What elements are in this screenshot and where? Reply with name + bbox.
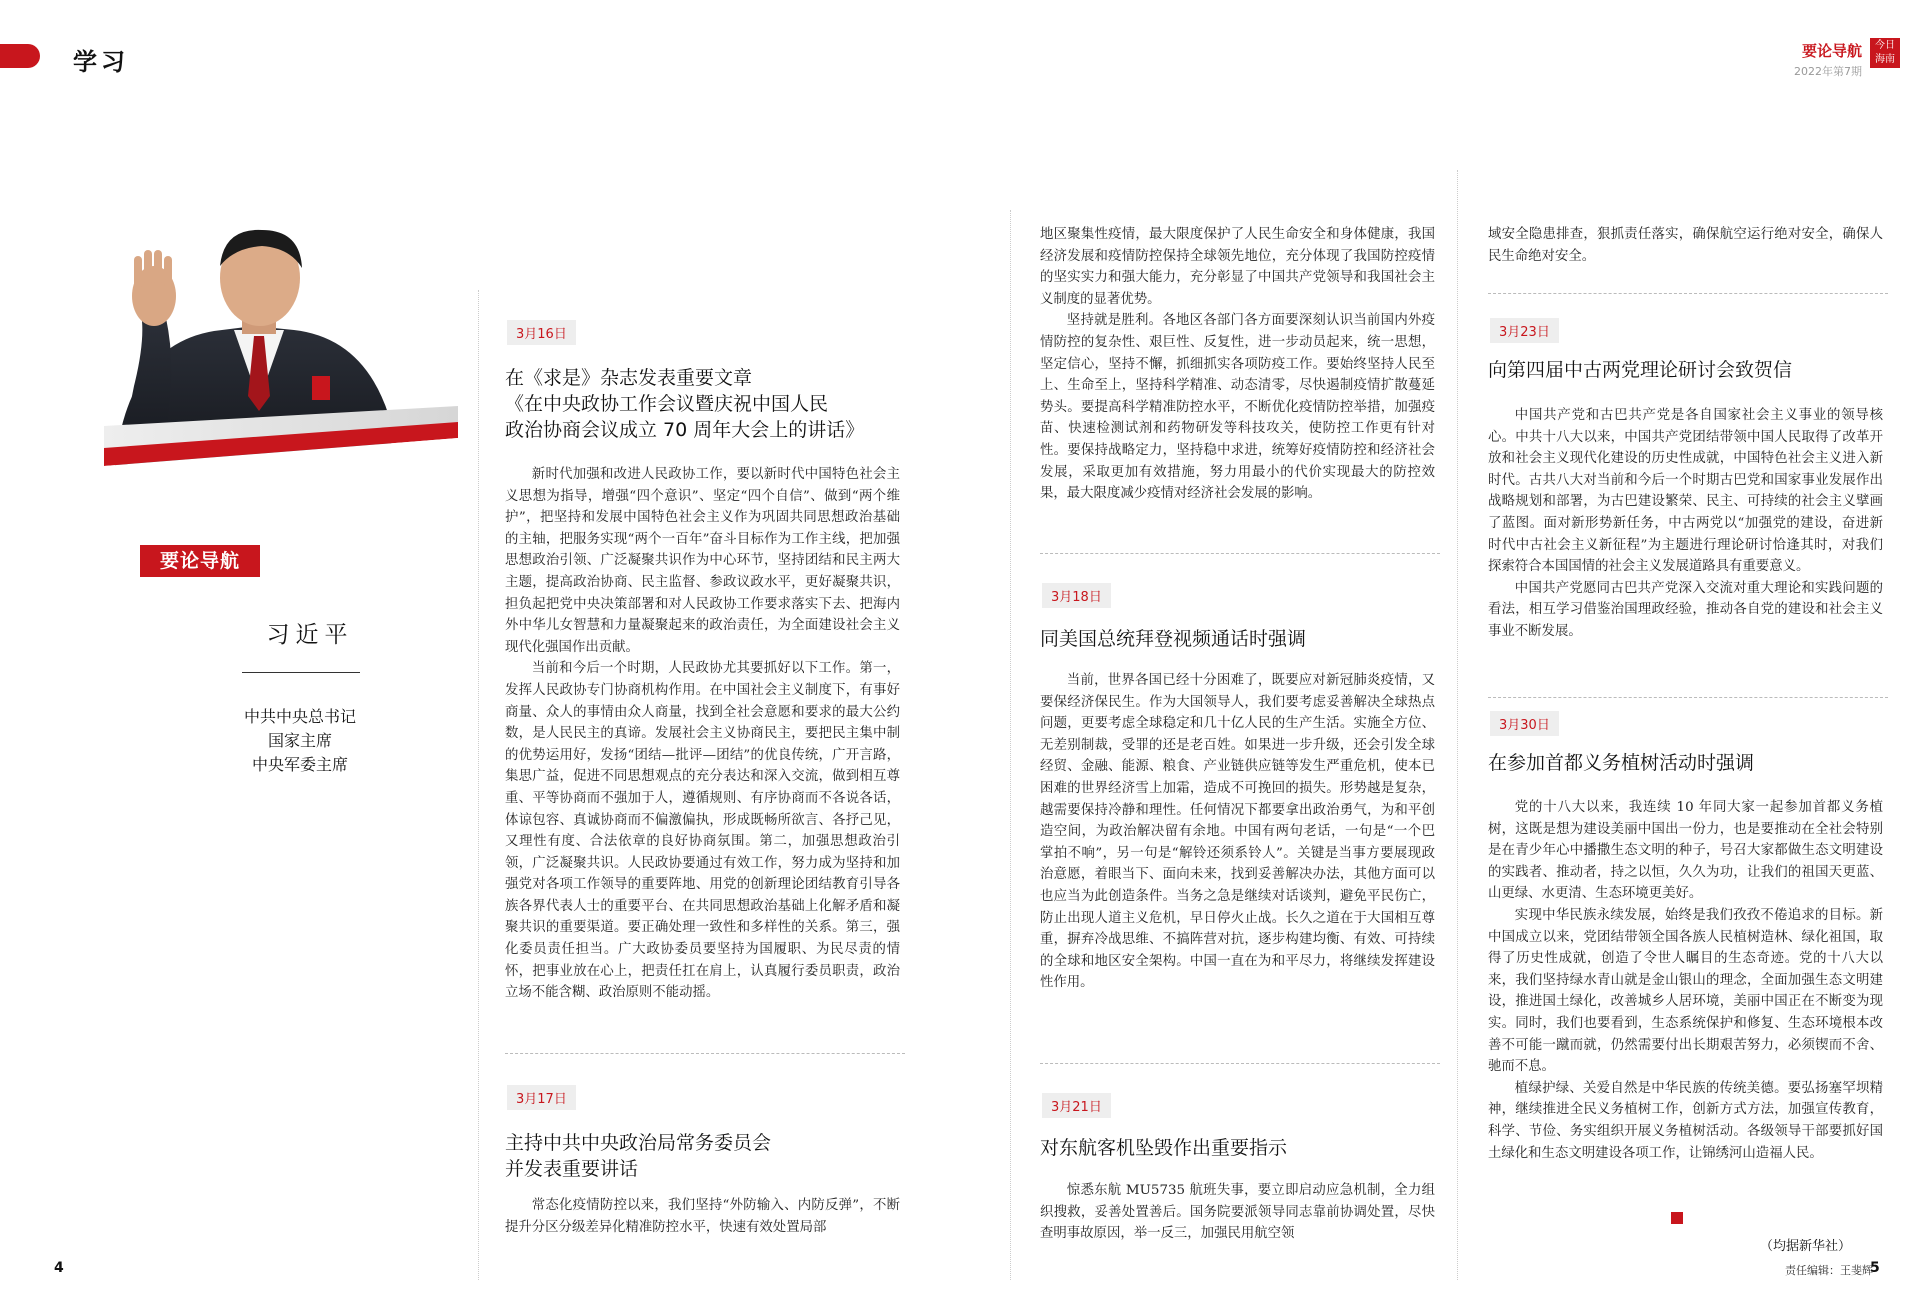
headline-line: 并发表重要讲话 (505, 1158, 639, 1180)
headline-line: 对东航客机坠毁作出重要指示 (1040, 1137, 1288, 1159)
body-paragraph: 中国共产党和古巴共产党是各自国家社会主义事业的领导核心。中共十八大以来，中国共产党团结带领中国人民取得了改革开放和社会主义现代化建设的历史性成就，中国特色社会主义进入新时代。古共八大对当前和今后一个时期古巴党和国家事业发展作出战略规划和部署，为古巴建设繁荣、民主、可持续的社会主义擘画了蓝图。面对新形势新任务，中古两党以“加强党的建设，奋进新时代中古社会主义新征程”为主题进行理论研讨恰逢其时，对我们探索符合本国国情的社会主义发展道路具有重要意义。 (1488, 408, 1883, 575)
article-date: 3月16日 (507, 320, 576, 345)
headline-line: 在《求是》杂志发表重要文章 (505, 367, 753, 389)
article-separator (1488, 697, 1888, 698)
article-separator (1040, 1063, 1440, 1064)
column-banner: 要论导航 (140, 545, 260, 577)
headline-line: 向第四届中古两党理论研讨会致贺信 (1488, 359, 1793, 381)
page-number-right: 5 (1870, 1260, 1880, 1276)
headline-line: 《在中央政协工作会议暨庆祝中国人民 (505, 393, 829, 415)
article-separator (1488, 293, 1888, 294)
article-headline (1488, 750, 1888, 776)
article-date: 3月23日 (1490, 318, 1559, 343)
article-separator (505, 1053, 905, 1054)
article-body (505, 464, 900, 1024)
article-separator (1040, 553, 1440, 554)
body-paragraph: 植绿护绿、关爱自然是中华民族的传统美德。要弘扬塞罕坝精神，继续推进全民义务植树工作，创新方式方法，加强宣传教育，科学、节俭、务实组织开展义务植树活动。各级领导干部要抓好国土绿化和生态文明建设各项工作，让锦绣河山造福人民。 (1488, 1080, 1883, 1161)
article-body-continued (1040, 224, 1435, 529)
headline-line: 在参加首都义务植树活动时强调 (1488, 752, 1755, 774)
body-paragraph: 党的十八大以来，我连续 10 年同大家一起参加首都义务植树，这既是想为建设美丽中国出一份力，也是要推动在全社会特别是在青少年心中播撒生态文明的种子，号召大家都做生态文明建设的实践者、推动者，持之以恒，久久为功，让我们的祖国天更蓝、山更绿、水更清、生态环境更美好。 (1488, 800, 1883, 902)
headline-line: 政治协商会议成立 70 周年大会上的讲话》 (505, 419, 865, 441)
article-headline (505, 365, 905, 443)
body-paragraph: 惊悉东航 MU5735 航班失事，要立即启动应急机制，全力组织搜救，妥善处置善后。国务院要派领导同志靠前协调处置，尽快查明事故原因，举一反三，加强民用航空领 (1040, 1183, 1435, 1242)
article-body (1488, 797, 1883, 1227)
logo-seal: 今日 海南 (1870, 38, 1900, 68)
article-headline (1488, 357, 1888, 383)
body-paragraph: 当前，世界各国已经十分困难了，既要应对新冠肺炎疫情，又要保经济保民生。作为大国领导人，我们要考虑妥善解决全球热点问题，更要考虑全球稳定和几十亿人民的生产生活。实施全方位、无差别制裁，受罪的还是老百姓。如果进一步升级，还会引发全球经贸、金融、能源、粮食、产业链供应链等发生严重危机，使本已困难的世界经济雪上加霜，造成不可挽回的损失。形势越是复杂，越需要保持冷静和理性。任何情况下都要拿出政治勇气，为和平创造空间，为政治解决留有余地。中国有两句老话，一句是“一个巴掌拍不响”，另一句是“解铃还须系铃人”。关键是当事方要展现政治意愿，着眼当下、面向未来，找到妥善解决办法，其他方面可以也应当为此创造条件。当务之急是继续对话谈判，避免平民伤亡，防止出现人道主义危机，早日停火止战。长久之道在于大国相互尊重，摒弃冷战思维、不搞阵营对抗，逐步构建均衡、有效、可持续的全球和地区安全架构。中国一直在为和平尽力，将继续发挥建设性作用。 (1040, 673, 1435, 991)
article-end-mark-icon (1671, 1212, 1683, 1224)
body-paragraph: 中国共产党愿同古巴共产党深入交流对重大理论和实践问题的看法，相互学习借鉴治国理政经验，推动各自党的建设和社会主义事业不断发展。 (1488, 580, 1883, 639)
body-paragraph: 新时代加强和改进人民政协工作，要以新时代中国特色社会主义思想为指导，增强“四个意识”、坚定“四个自信”、做到“两个维护”，把坚持和发展中国特色社会主义作为巩固共同思想政治基础的主轴，把服务实现“两个一百年”奋斗目标作为工作主线，把加强思想政治引领、广泛凝聚共识作为中心环节，坚持团结和民主两大主题，提高政治协商、民主监督、参政议政水平，更好凝聚共识，担负起把党中央决策部署和对人民政协工作要求落实下去、把海内外中华儿女智慧和力量凝聚起来的政治责任，为全面建设社会主义现代化强国作出贡献。 (505, 467, 900, 655)
article-headline (1040, 1135, 1440, 1161)
author-divider (242, 672, 360, 673)
article-body (1040, 670, 1435, 1042)
logo-issue: 2022年第7期 (1794, 65, 1862, 78)
article-body-continued (1488, 224, 1883, 268)
author-title-2: 国家主席 (267, 731, 332, 750)
body-paragraph: 常态化疫情防控以来，我们坚持“外防输入、内防反弹”，不断提升分区分级差异化精准防控水平，快速有效处置局部 (505, 1198, 900, 1235)
column-divider (1010, 210, 1011, 1280)
article-date: 3月18日 (1042, 583, 1111, 608)
headline-line: 主持中共中央政治局常务委员会 (505, 1132, 772, 1154)
author-title-1: 中共中央总书记 (243, 707, 356, 726)
body-paragraph: 当前和今后一个时期，人民政协尤其要抓好以下工作。第一，发挥人民政协专门协商机构作用。在中国社会主义制度下，有事好商量、众人的事情由众人商量，找到全社会意愿和要求的最大公约数，是人民民主的真谛。发展社会主义协商民主，要把民主集中制的优势运用好，发扬“团结—批评—团结”的优良传统，广开言路，集思广益，促进不同思想观点的充分表达和深入交流，做到相互尊重、平等协商而不强加于人，遵循规则、有序协商而不各说各话，体谅包容、真诚协商而不偏激偏执，形成既畅所欲言、各抒己见，又理性有度、合法依章的良好协商氛围。第二，加强思想政治引领，广泛凝聚共识。人民政协要通过有效工作，努力成为坚持和加强党对各项工作领导的重要阵地、用党的创新理论团结教育引导各族各界代表人士的重要平台、在共同思想政治基础上化解矛盾和凝聚共识的重要渠道。要正确处理一致性和多样性的关系。第三，强化委员责任担当。广大政协委员要坚持为国履职、为民尽责的情怀，把事业放在心上，把责任扛在肩上，认真履行委员职责，政治立场不能含糊、政治原则不能动摇。 (505, 661, 900, 1001)
headline-line: 同美国总统拜登视频通话时强调 (1040, 628, 1307, 650)
logo-title: 要论导航 (1801, 42, 1862, 60)
article-headline (505, 1130, 905, 1182)
author-title-3: 中央军委主席 (251, 755, 348, 774)
article-date: 3月21日 (1042, 1093, 1111, 1118)
portrait-illustration (104, 226, 458, 506)
body-paragraph: 实现中华民族永续发展，始终是我们孜孜不倦追求的目标。新中国成立以来，党团结带领全国各族人民植树造林、绿化祖国，取得了历史性成就，创造了令世人瞩目的生态奇迹。党的十八大以来，我们坚持绿水青山就是金山银山的理念，全面加强生态文明建设，推进国土绿化，改善城乡人居环境，美丽中国正在不断变为现实。同时，我们也要看到，生态系统保护和修复、生态环境根本改善不可能一蹴而就，仍然需要付出长期艰苦努力，必须锲而不舍、驰而不息。 (1488, 907, 1883, 1075)
source-credit: （均据新华社） (1760, 1239, 1852, 1254)
article-body (1488, 405, 1883, 687)
section-title: 学习 (73, 47, 129, 76)
page-number-left: 4 (54, 1260, 64, 1276)
body-paragraph: 坚持就是胜利。各地区各部门各方面要深刻认识当前国内外疫情防控的复杂性、艰巨性、反复性，进一步动员起来，统一思想，坚定信心，坚持不懈，抓细抓实各项防疫工作。要始终坚持人民至上、生命至上，坚持科学精准、动态清零，尽快遏制疫情扩散蔓延势头。要提高科学精准防控水平，不断优化疫情防控举措，加强疫苗、快速检测试剂和药物研发等科技攻关，使防控工作更有针对性。要保持战略定力，坚持稳中求进，统筹好疫情防控和经济社会发展，采取更加有效措施，努力用最小的代价实现最大的防控效果，最大限度减少疫情对经济社会发展的影响。 (1040, 313, 1435, 502)
article-date: 3月30日 (1490, 711, 1559, 736)
body-paragraph: 地区聚集性疫情，最大限度保护了人民生命安全和身体健康，我国经济发展和疫情防控保持全球领先地位，充分体现了我国防控疫情的坚实实力和强大能力，充分彰显了中国共产党领导和我国社会主义制度的显著优势。 (1040, 227, 1435, 307)
magazine-logo (1794, 40, 1862, 79)
author-name: 习近平 (266, 622, 354, 648)
column-divider (1457, 170, 1458, 1280)
column-divider (478, 290, 479, 1280)
article-body (1040, 1180, 1435, 1246)
article-date: 3月17日 (507, 1085, 576, 1110)
article-headline (1040, 626, 1440, 652)
body-paragraph: 域安全隐患排查，狠抓责任落实，确保航空运行绝对安全，确保人民生命绝对安全。 (1488, 227, 1883, 264)
article-body (505, 1195, 900, 1245)
editor-credit: 责任编辑：王斐辉 (1785, 1264, 1873, 1277)
section-tab-marker (0, 44, 40, 68)
